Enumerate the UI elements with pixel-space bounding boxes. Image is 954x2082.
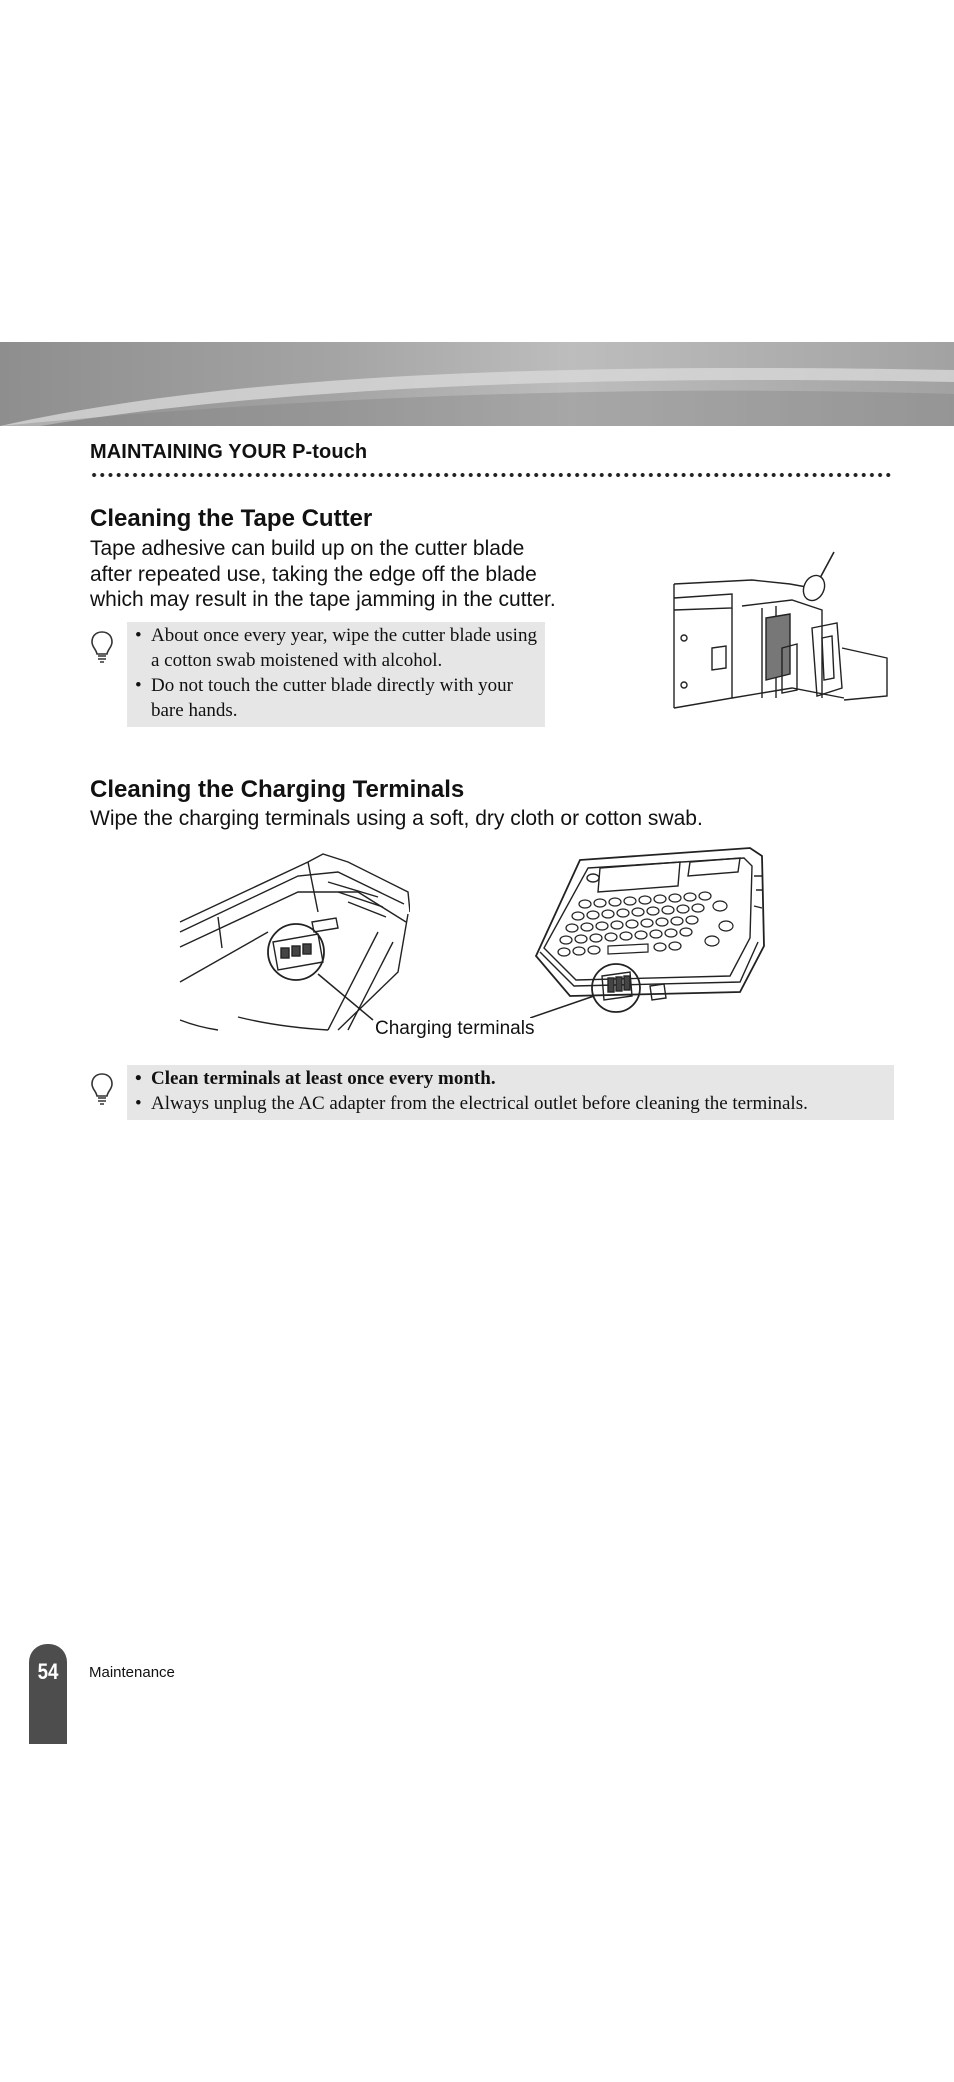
intro-line: after repeated use, taking the edge off the blade — [90, 562, 537, 586]
charging-base-illustration — [178, 852, 410, 1032]
intro-line: Tape adhesive can build up on the cutter blade — [90, 537, 525, 560]
tape-cutter-illustration — [672, 548, 892, 712]
note-item: • About once every year, wipe the cutter blade using a cotton swab moistened with alcohol. — [131, 623, 539, 673]
labeler-illustration — [530, 846, 766, 1018]
charging-terminals-caption: Charging terminals — [375, 1018, 535, 1039]
lightbulb-icon — [90, 1072, 114, 1108]
tape-cutter-intro — [90, 536, 556, 613]
charging-note — [127, 1065, 894, 1120]
note-item: • Do not touch the cutter blade directly with your bare hands. — [131, 673, 539, 723]
page-number: 54 — [37, 1659, 59, 1684]
tape-cutter-heading: Cleaning the Tape Cutter — [90, 505, 373, 532]
tape-cutter-note — [127, 622, 545, 727]
header-banner — [0, 342, 954, 426]
dotted-divider — [90, 472, 894, 478]
note-item: • Always unplug the AC adapter from the electrical outlet before cleaning the terminals. — [131, 1091, 888, 1116]
chapter-label: Maintenance — [89, 1664, 175, 1681]
section-title: MAINTAINING YOUR P-touch — [90, 441, 368, 463]
intro-line: which may result in the tape jamming in the cutter. — [90, 588, 556, 611]
charging-intro: Wipe the charging terminals using a soft, dry cloth or cotton swab. — [90, 807, 703, 830]
note-item: • Clean terminals at least once every month. — [131, 1066, 888, 1091]
banner-swoosh — [0, 342, 954, 426]
charging-heading: Cleaning the Charging Terminals — [90, 776, 465, 803]
lightbulb-icon — [90, 630, 114, 666]
